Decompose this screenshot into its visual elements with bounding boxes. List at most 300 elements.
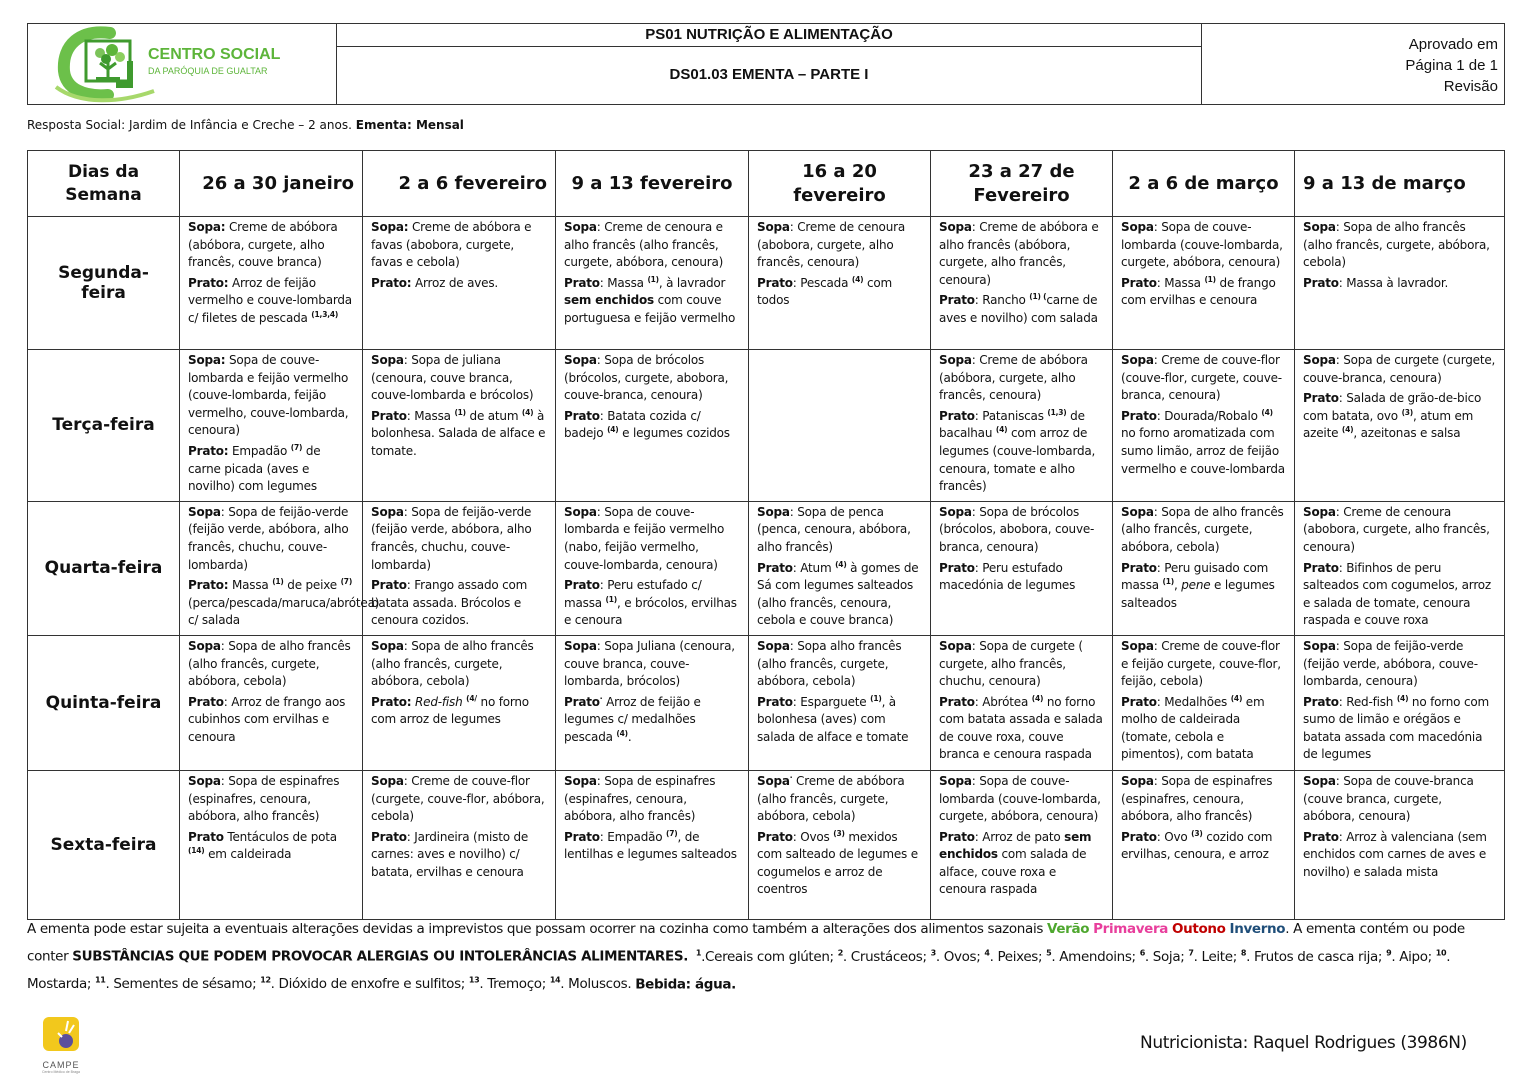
- allergen-ref: (1): [605, 594, 617, 604]
- menu-cell: [749, 501, 931, 635]
- table-row: [28, 770, 1505, 919]
- dish-entry: [371, 829, 547, 882]
- allergen-ref: ·: [599, 693, 603, 703]
- entry-text: Tentáculos de pota: [223, 829, 337, 844]
- entry-text: , à lavrador: [658, 275, 726, 290]
- menu-cell: [363, 635, 556, 770]
- allergen-label: . Tremoço;: [479, 976, 546, 992]
- entry-label: Sopa: [371, 353, 404, 367]
- allergen-label: . Dióxido de enxofre e sulfitos;: [270, 976, 465, 992]
- nutritionist-signature: Nutricionista: Raquel Rodrigues (3986N): [1140, 1033, 1467, 1053]
- dish-entry: [1303, 829, 1496, 882]
- menu-cell: [180, 635, 363, 770]
- entry-label: Sopa: [939, 220, 972, 234]
- soup-entry: [1121, 638, 1286, 691]
- entry-label: Prato: [564, 578, 600, 593]
- footer-notes: [27, 918, 1507, 996]
- allergen-item: [1241, 949, 1382, 965]
- entry-text: , de lentilhas e legumes salteados: [564, 829, 737, 862]
- dish-entry: [1121, 275, 1286, 310]
- entry-label: Prato: [564, 408, 600, 423]
- soup-entry: [939, 504, 1104, 557]
- entry-label: Prato: [1121, 560, 1157, 575]
- entry-label: Sopa: [1303, 220, 1336, 234]
- entry-label: Sopa: [371, 504, 404, 519]
- dish-entry: [564, 577, 740, 630]
- entry-text: : Sopa de feijão-verde (feijão verde, abóbora, alho francês, chuchu, couve-lombarda): [371, 504, 532, 572]
- entry-label: Sopa: [939, 504, 972, 519]
- menu-cell: [1113, 501, 1295, 635]
- soup-entry: [188, 504, 354, 574]
- menu-cell: [1113, 770, 1295, 919]
- entry-text: com todos: [757, 275, 892, 308]
- dish-entry: [1303, 694, 1496, 764]
- allergen-item: [1140, 949, 1185, 965]
- entry-text: : Sopa de brócolos (brócolos, abobora, couve-branca, cenoura): [939, 504, 1095, 554]
- entry-text: com couve portuguesa e feijão vermelho: [564, 293, 736, 325]
- entry-text: : Bifinhos de peru salteados com cogumelos, arroz e salada de tomate, cenoura raspada e couve roxa: [1303, 560, 1492, 628]
- dish-entry: [757, 560, 922, 630]
- entry-label: Prato: [188, 829, 224, 844]
- entry-text: : Creme de couve-flor e feijão curgete, couve-flor, feijão, cebola): [1121, 638, 1281, 689]
- entry-label: Sopa: [1121, 638, 1154, 653]
- entry-text: : Arroz de pato: [974, 829, 1065, 844]
- entry-text: no forno com batata assada e salada de couve roxa, couve branca e cenoura raspada: [939, 694, 1103, 762]
- allergen-label: .Cereais com glúten;: [701, 948, 834, 965]
- entry-text: : Sopa de alho francês (alho francês, curgete, abóbora, cebola): [1121, 504, 1284, 554]
- menu-cell: [749, 217, 931, 350]
- menu-cell: [363, 217, 556, 350]
- menu-cell: [931, 217, 1113, 350]
- entry-text: : Sopa de brócolos (brócolos, curgete, abobora, couve-branca, cenoura): [564, 353, 729, 403]
- entry-text: : Creme de cenoura (abobora, curgete, alho francês, cenoura): [1303, 504, 1490, 554]
- entry-text: : Sopa de couve-lombarda (couve-lombarda, curgete, abóbora, cenoura): [1121, 220, 1283, 270]
- entry-label: Prato: [1303, 560, 1339, 575]
- allergen-number: 2: [837, 948, 843, 957]
- entry-label: Sopa: [371, 773, 404, 788]
- allergen-ref: (7): [340, 577, 353, 587]
- entry-text: : Sopa de espinafres (espinafres, cenoura, abóbora, alho francês): [188, 773, 340, 824]
- soup-entry: [939, 638, 1104, 691]
- entry-text: : Batata cozida c/ badejo: [564, 408, 701, 441]
- allergen-label: . Aipo;: [1391, 948, 1432, 965]
- dish-entry: [757, 829, 922, 899]
- entry-text: : Peru guisado com massa: [1121, 560, 1269, 593]
- entry-text: : Massa: [1156, 275, 1205, 290]
- entry-label: Prato: [939, 560, 975, 575]
- entry-text: : Sopa Juliana (cenoura, couve branca, couve-lombarda, brócolos): [564, 638, 735, 689]
- allergen-item: [931, 949, 981, 965]
- menu-cell: [363, 350, 556, 502]
- dish-entry: [564, 275, 740, 328]
- document-meta: [1405, 34, 1498, 97]
- entry-text: : Sopa de penca (penca, cenoura, abóbora, alho francês): [757, 504, 911, 554]
- menu-cell: [556, 501, 749, 635]
- week-header: 2 a 6 fevereiro: [363, 151, 556, 217]
- entry-text: : Sopa de espinafres (espinafres, cenoura, abóbora, alho francês): [564, 773, 716, 824]
- entry-text: : Sopa de curgete ( curgete, alho francês, chuchu, cenoura): [939, 638, 1083, 689]
- entry-label: Prato: [371, 578, 407, 593]
- entry-text: de frango com ervilhas e cenoura: [1121, 275, 1276, 308]
- approved-label: Aprovado em: [1408, 36, 1498, 53]
- entry-text: : Sopa de alho francês (alho francês, curgete, abóbora, cebola): [188, 638, 351, 689]
- week-header: 23 a 27 de Fevereiro: [931, 151, 1113, 217]
- document-header: [27, 23, 1505, 105]
- menu-frequency: Ementa: Mensal: [355, 118, 464, 132]
- entry-label: Sopa: [939, 773, 972, 788]
- allergen-number: 4: [984, 948, 990, 957]
- soup-entry: [188, 219, 354, 272]
- table-row: [28, 501, 1505, 635]
- allergen-item: [838, 949, 927, 965]
- entry-text: : Sopa de couve-branca (couve branca, curgete, abóbora, cenoura): [1303, 773, 1474, 824]
- week-header: 9 a 13 de março: [1295, 151, 1505, 217]
- entry-label: Sopa: [564, 220, 597, 234]
- entry-text: : Massa: [406, 408, 455, 423]
- allergen-number: 11: [95, 975, 106, 985]
- entry-label: Prato: [1303, 275, 1339, 290]
- season-label: Verão: [1046, 921, 1090, 937]
- dish-entry: [564, 408, 740, 443]
- allergen-item: [1046, 949, 1136, 965]
- allergen-ref: (1): [272, 577, 284, 587]
- allergen-ref: (3): [833, 828, 845, 838]
- entry-text: Arroz de feijão vermelho e couve-lombarda c/ filetes de pescada: [188, 275, 352, 325]
- entry-label: Sopa: [1121, 220, 1154, 234]
- season-label: Inverno: [1229, 921, 1286, 937]
- entry-label: Prato: [1303, 391, 1339, 406]
- entry-text: pene: [1181, 578, 1211, 593]
- allergen-item: [260, 976, 465, 992]
- allergen-number: 5: [1046, 948, 1052, 957]
- allergen-item: [1188, 949, 1237, 965]
- allergen-number: 7: [1188, 948, 1194, 957]
- menu-cell: [931, 770, 1113, 919]
- entry-label: Prato: [1121, 829, 1157, 844]
- dish-entry: [1303, 390, 1496, 443]
- allergen-ref: (14): [188, 846, 205, 856]
- allergen-number: 1: [695, 948, 702, 957]
- menu-cell: [749, 770, 931, 919]
- entry-text: Massa: [228, 578, 273, 593]
- week-header: 26 a 30 janeiro: [180, 151, 363, 217]
- campe-logo-tagline: Centro Médico de Braga: [42, 1070, 80, 1074]
- soup-entry: [757, 638, 922, 691]
- entry-label: Sopa: [1303, 353, 1336, 367]
- entry-text: e legumes salteados: [1121, 578, 1275, 610]
- entry-text: : Frango assado com batata assada. Brócolos e cenoura cozidos.: [371, 578, 528, 628]
- entry-label: Sopa: [371, 638, 404, 653]
- menu-cell: [180, 217, 363, 350]
- soup-entry: [188, 352, 354, 440]
- entry-text: : Creme de couve-flor (couve-flor, curgete, couve-branca, cenoura): [1121, 353, 1282, 403]
- entry-label: sem enchidos: [939, 829, 1092, 862]
- allergen-ref: (1): [454, 407, 466, 417]
- allergen-ref: (1): [647, 274, 659, 284]
- entry-text: : Sopa de alho francês (alho francês, curgete, abóbora, cebola): [371, 638, 534, 689]
- soup-entry: [1303, 773, 1496, 826]
- logo-subtitle: DA PARÓQUIA DE GUALTAR: [148, 66, 268, 76]
- allergen-ref: (1,3): [1047, 407, 1067, 417]
- footer-contains: . A ementa contém ou pode conter: [27, 921, 1465, 965]
- dish-entry: [939, 560, 1104, 595]
- table-header-row: [28, 151, 1505, 217]
- dish-entry: [1121, 408, 1286, 478]
- entry-text: Arroz de feijão e legumes c/ medalhões pescada: [564, 694, 701, 744]
- soup-entry: [939, 773, 1104, 826]
- menu-cell: [931, 635, 1113, 770]
- entry-text: de peixe: [283, 578, 341, 593]
- allergen-ref: (1): [870, 693, 882, 703]
- entry-label: Sopa: [188, 638, 221, 653]
- soup-entry: [1303, 504, 1496, 557]
- entry-label: Sopa:: [188, 353, 226, 367]
- tree-logo-icon: [50, 25, 160, 103]
- allergen-number: 12: [260, 975, 271, 985]
- allergen-label: . Peixes;: [989, 948, 1043, 965]
- menu-cell: [1113, 217, 1295, 350]
- dish-entry: [188, 829, 354, 864]
- entry-text: : Creme de abóbora e alho francês (abóbora, curgete, alho francês, cenoura): [939, 220, 1099, 287]
- dish-entry: [1121, 560, 1286, 613]
- dish-entry: [564, 829, 740, 864]
- soup-entry: [371, 219, 547, 272]
- entry-label: Prato: [1303, 829, 1339, 844]
- day-label: Terça-feira: [28, 350, 180, 502]
- entry-text: , à bolonhesa (aves) com salada de alface e tomate: [757, 694, 909, 744]
- soup-entry: [188, 638, 354, 691]
- entry-label: Sopa: [1303, 638, 1336, 653]
- menu-cell: [1295, 770, 1505, 919]
- allergen-label: . Amendoins;: [1051, 948, 1136, 965]
- dish-entry: [939, 292, 1104, 327]
- social-response-line: [27, 118, 464, 132]
- table-row: [28, 350, 1505, 502]
- entry-text: à gomes de Sá com legumes salteados (alho francês, cenoura, cebola e couve branca): [757, 560, 919, 628]
- entry-text: : Pataniscas: [974, 408, 1048, 423]
- soup-entry: [564, 352, 740, 405]
- allergen-ref: (1): [1204, 274, 1216, 284]
- soup-entry: [371, 773, 547, 826]
- menu-cell: [749, 635, 931, 770]
- dish-entry: [939, 408, 1104, 496]
- entry-label: Prato: [371, 829, 407, 844]
- menu-cell: [363, 501, 556, 635]
- allergen-ref: (4): [995, 425, 1008, 435]
- allergen-item: [696, 949, 834, 965]
- allergen-ref: (4): [1341, 425, 1354, 435]
- entry-label: Sopa: [1303, 773, 1336, 788]
- soup-entry: [1303, 352, 1496, 387]
- entry-text: : Red-fish: [1338, 694, 1397, 709]
- dish-entry: [564, 694, 740, 747]
- allergen-item: [1386, 949, 1432, 965]
- entry-text: de atum: [465, 408, 522, 423]
- entry-text: : Sopa alho francês (alho francês, curgete, abóbora, cebola): [757, 638, 902, 689]
- entry-text: : Creme de cenoura (abobora, curgete, alho francês, cenoura): [757, 220, 905, 270]
- menu-cell: [556, 217, 749, 350]
- allergen-ref: (3): [1401, 407, 1414, 417]
- entry-text: : Massa à lavrador.: [1338, 275, 1449, 290]
- entry-label: Prato:: [188, 578, 229, 593]
- entry-label: Sopa: [564, 353, 597, 367]
- menu-cell: [1295, 635, 1505, 770]
- allergen-label: . Soja;: [1144, 948, 1185, 965]
- allergen-ref: (4/: [466, 693, 477, 703]
- allergen-item: [469, 976, 546, 992]
- season-label: Outono: [1171, 921, 1226, 937]
- allergen-label: . Leite;: [1193, 948, 1237, 965]
- allergen-ref: (4): [835, 559, 847, 569]
- entry-text: : Ovos: [792, 829, 834, 844]
- allergen-ref: (7): [666, 828, 678, 838]
- entry-label: Sopa: [1121, 353, 1154, 367]
- entry-text: : Peru estufado macedónia de legumes: [939, 560, 1076, 593]
- entry-text: com salada de alface, couve roxa e cenoura raspada: [939, 847, 1087, 897]
- drink-note: Bebida: água.: [635, 976, 736, 992]
- entry-label: Sopa: [564, 638, 597, 653]
- menu-table: [27, 150, 1505, 920]
- week-header: 9 a 13 fevereiro: [556, 151, 749, 217]
- entry-text: : Massa: [599, 275, 648, 290]
- entry-text: de carne picada (aves e novilho) com legumes: [188, 443, 321, 494]
- allergen-ref: (3): [1191, 828, 1203, 838]
- soup-entry: [564, 504, 740, 574]
- entry-text: Red-fish: [415, 694, 463, 709]
- menu-cell: [1113, 635, 1295, 770]
- entry-text: : Creme de cenoura e alho francês (alho francês, curgete, abóbora, cenoura): [564, 220, 724, 270]
- dish-entry: [757, 275, 922, 310]
- dish-entry: [371, 577, 547, 630]
- menu-cell: [556, 770, 749, 919]
- dish-entry: [188, 443, 354, 496]
- entry-label: Sopa:: [371, 220, 409, 234]
- entry-label: Prato: [757, 829, 793, 844]
- menu-cell: [1113, 350, 1295, 502]
- table-row: [28, 217, 1505, 350]
- entry-label: Prato: [371, 408, 407, 423]
- entry-text: mexidos com salteado de legumes e cogumelos e arroz de coentros: [757, 829, 918, 897]
- dish-entry: [1121, 829, 1286, 864]
- entry-text: , e brócolos, ervilhas e cenoura: [564, 595, 737, 628]
- allergen-ref: (4): [607, 425, 619, 435]
- allergen-label: . Crustáceos;: [842, 948, 927, 965]
- entry-text: : Creme de abóbora (abóbora, curgete, alho francês, cenoura): [939, 353, 1088, 403]
- entry-label: Sopa:: [188, 220, 226, 234]
- entry-text: : Arroz de frango aos cubinhos com ervilhas e cenoura: [188, 694, 346, 744]
- entry-text: : Sopa de couve-lombarda (couve-lombarda, curgete, abóbora, cenoura): [939, 773, 1101, 824]
- entry-text: no forno aromatizada com sumo limão, arroz de feijão vermelho e couve-lombarda: [1121, 426, 1285, 476]
- day-label: Quarta-feira: [28, 501, 180, 635]
- entry-text: de bacalhau: [939, 408, 1085, 441]
- entry-label: Prato: [939, 829, 975, 844]
- allergen-ref: (4): [616, 728, 628, 738]
- entry-text: : Sopa de espinafres (espinafres, cenoura, abóbora, alho francês): [1121, 773, 1273, 824]
- entry-label: Prato: [757, 694, 793, 709]
- menu-cell: [180, 770, 363, 919]
- entry-text: : Creme de couve-flor (curgete, couve-flor, abóbora, cebola): [371, 773, 545, 824]
- soup-entry: [564, 219, 740, 272]
- entry-text: no forno com arroz de legumes: [371, 694, 529, 727]
- entry-text: em caldeirada: [204, 847, 292, 862]
- entry-label: Sopa: [1121, 504, 1154, 519]
- menu-cell: [556, 350, 749, 502]
- footer-intro: A ementa pode estar sujeita a eventuais alterações devidas a imprevistos que possam ocorrer na cozinha como também a alterações dos alimentos sazonais: [27, 921, 1047, 937]
- entry-label: Prato: [757, 275, 793, 290]
- menu-cell: [931, 501, 1113, 635]
- entry-text: à bolonhesa. Salada de alface e tomate.: [371, 408, 546, 458]
- entry-text: : Arroz à valenciana (sem enchidos com carnes de aves e novilho) e salada mista: [1303, 829, 1487, 879]
- entry-label: Sopa: [188, 773, 221, 788]
- day-label: Quinta-feira: [28, 635, 180, 770]
- campe-logo-icon: [36, 1015, 86, 1055]
- entry-label: Prato: [564, 829, 600, 844]
- days-header: Dias da Semana: [28, 151, 180, 217]
- allergen-label: . Frutos de casca rija;: [1246, 948, 1383, 965]
- allergen-label: . Ovos;: [935, 948, 981, 965]
- organization-logo: [28, 24, 337, 104]
- entry-text: (perca/pescada/maruca/abrótea) c/ salada: [188, 595, 380, 628]
- entry-text: : Pescada: [792, 275, 852, 290]
- entry-text: : Salada de grão-de-bico com batata, ovo: [1303, 391, 1482, 423]
- menu-cell: [1295, 350, 1505, 502]
- entry-label: Prato: [188, 694, 224, 709]
- dish-entry: [1121, 694, 1286, 764]
- entry-text: cozido com ervilhas, cenoura, e arroz: [1121, 829, 1273, 862]
- entry-text: e legumes cozidos: [618, 426, 730, 441]
- entry-label: Sopa: [939, 638, 972, 653]
- allergen-ref: (7): [290, 442, 303, 452]
- allergen-ref: (1): [1162, 577, 1174, 587]
- allergen-label: . Mostarda;: [27, 948, 1451, 992]
- entry-text: : Peru estufado c/ massa: [564, 578, 702, 610]
- entry-text: : Sopa de juliana (cenoura, couve branca, couve-lombarda e brócolos): [371, 353, 534, 403]
- table-row: [28, 635, 1505, 770]
- allergen-number: 3: [930, 948, 936, 957]
- menu-cell: [931, 350, 1113, 502]
- dish-entry: [939, 829, 1104, 899]
- menu-cell: [1295, 501, 1505, 635]
- entry-label: Sopa: [757, 638, 790, 653]
- entry-text: , azeitonas e salsa: [1353, 426, 1461, 441]
- entry-text: Creme de abóbora (abóbora, curgete, alho francês, couve branca): [188, 220, 338, 270]
- entry-label: Sopa: [757, 220, 790, 234]
- entry-label: Prato: [939, 694, 975, 709]
- entry-label: Prato: [1121, 408, 1157, 423]
- allergen-ref: (4): [1230, 693, 1243, 703]
- soup-entry: [757, 219, 922, 272]
- soup-entry: [757, 504, 922, 557]
- allergen-ref: (1,3,4): [311, 309, 339, 319]
- soup-entry: [1121, 352, 1286, 405]
- allergen-label: . Sementes de sésamo;: [105, 976, 257, 992]
- entry-text: : Esparguete: [792, 694, 871, 709]
- menu-cell: [180, 501, 380, 635]
- revision-label: Revisão: [1443, 78, 1498, 95]
- entry-text: : Sopa de alho francês (alho francês, curgete, abóbora, cebola): [1303, 220, 1490, 270]
- dish-entry: [1303, 275, 1496, 293]
- dish-entry: [188, 694, 354, 747]
- soup-entry: [757, 773, 922, 826]
- entry-label: Prato: [939, 408, 975, 423]
- season-label: Primavera: [1093, 921, 1169, 937]
- document-title-block: [337, 24, 1202, 104]
- entry-label: Sopa: [757, 773, 790, 788]
- dish-entry: [371, 275, 547, 293]
- entry-text: : Sopa de feijão-verde (feijão verde, abóbora, couve-lombarda, cenoura): [1303, 638, 1478, 689]
- logo-title: CENTRO SOCIAL: [148, 46, 281, 63]
- entry-text: : Sopa de couve-lombarda e feijão vermelho (nabo, feijão vermelho, couve-lombarda, cenoura): [564, 504, 725, 572]
